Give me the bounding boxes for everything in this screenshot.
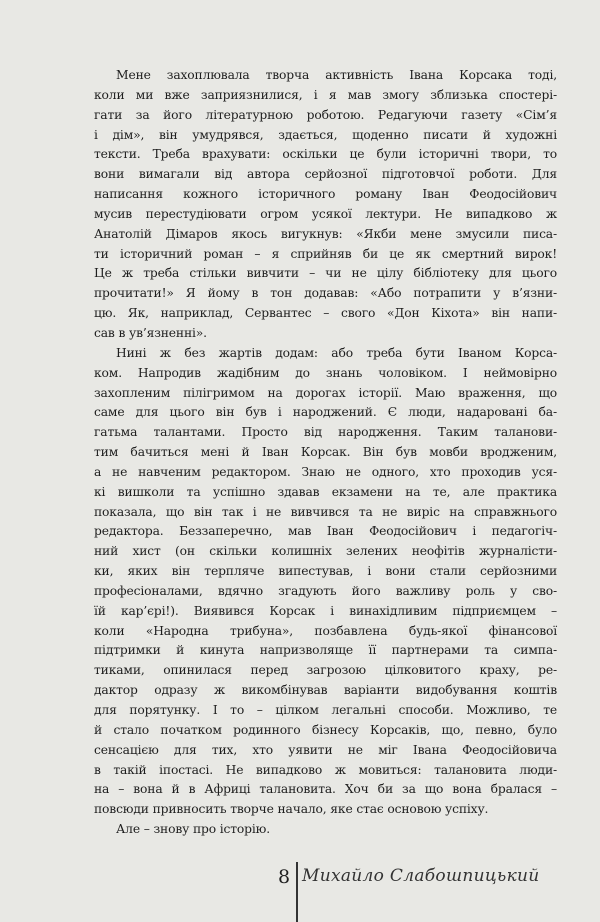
text-line: повсюди привносить творче начало, яке стає основою успіху.: [94, 802, 489, 817]
text-line: прочитати!» Я йому в тон додавав: «Або потрапити у в’язни-: [94, 286, 557, 301]
text-line: написання кожного історичного роману Іван Феодосійович: [94, 187, 557, 202]
text-line: для порятунку. І то – цілком легальні способи. Можливо, те: [94, 703, 557, 717]
text-line: ки, яких він терпляче випестував, і вони стали серйозними: [94, 564, 557, 579]
text-line: їй кар’єрі!). Виявився Корсак і винахідливим підприємцем –: [94, 603, 557, 618]
text-line: Мене захоплювала творча активність Івана Корсака тоді,: [116, 68, 557, 82]
text-line: Анатолій Дімаров якось вигукнув: «Якби мене змусили писа-: [94, 226, 557, 241]
footer-divider: [296, 862, 298, 922]
text-line: тиками, опинилася перед загрозою цілковитого краху, ре-: [94, 663, 557, 678]
text-line: показала, що він так і не вивчився та не виріс на справжнього: [94, 504, 557, 519]
author-signature: Михайло Слабошпицький: [302, 866, 540, 886]
text-line: редактора. Беззаперечно, мав Іван Феодосійович і педагогіч-: [94, 524, 557, 539]
text-line: захопленим пілігримом на дорогах історії. Маю враження, що: [94, 385, 557, 400]
text-line: гати за його літературною роботою. Редагуючи газету «Сім’я: [94, 107, 557, 122]
text-line: вони вимагали від автора серйозної підготовчої роботи. Для: [94, 167, 557, 182]
text-line: мусив перестудіювати огром усякої лектури. Не випадково ж: [94, 206, 557, 221]
text-line: підтримки й кинута напризволяще її партнерами та симпа-: [94, 643, 557, 658]
text-line: Але – знову про історію.: [116, 822, 270, 837]
text-line: ний хист (он скільки колишніх зелених неофітів журналісти-: [94, 544, 557, 559]
text-line: й стало початком родинного бізнесу Корсаків, що, певно, було: [94, 722, 557, 737]
text-line: професіоналами, вдячно згадують його важливу роль у сво-: [94, 583, 557, 598]
text-line: Це ж треба стільки вивчити – чи не цілу бібліотеку для цього: [94, 266, 557, 281]
page-number: 8: [278, 866, 291, 888]
text-line: на – вона й в Африці талановита. Хоч би за що вона бралася –: [94, 782, 557, 797]
text-line: цю. Як, наприклад, Сервантес – свого «Дон Кіхота» він напи-: [94, 306, 557, 321]
text-line: тим бачиться мені й Іван Корсак. Він був мовби вродженим,: [94, 445, 557, 460]
text-line: ком. Напродив жадібним до знань чоловіком. І неймовірно: [94, 365, 557, 380]
text-line: гатьма талантами. Просто від народження. Таким таланови-: [94, 425, 557, 440]
text-line: а не навченим редактором. Знаю не одного, хто проходив уся-: [94, 464, 557, 479]
text-line: ти історичний роман – я сприйняв би це як смертний вирок!: [94, 246, 557, 261]
text-line: в такій іпостасі. Не випадково ж мовиться: талановита люди-: [94, 762, 557, 777]
text-line: сенсацією для тих, хто уявити не міг Івана Феодосійовича: [94, 742, 557, 757]
text-line: коли «Народна трибуна», позбавлена будь-якої фінансової: [94, 623, 557, 638]
text-line: коли ми вже заприязнилися, і я мав змогу зблизька спостері-: [94, 87, 557, 102]
text-line: Нині ж без жартів додам: або треба бути Іваном Корса-: [116, 345, 557, 360]
text-line: і дім», він умудрявся, здається, щоденно писати й художні: [94, 127, 557, 142]
body-text: [94, 66, 557, 840]
text-line: дактор одразу ж викомбінував варіанти видобування коштів: [94, 683, 557, 698]
text-line: тексти. Треба врахувати: оскільки це були історичні твори, то: [94, 147, 557, 162]
text-line: сав в ув’язненні».: [94, 325, 207, 340]
text-line: кі вишколи та успішно здавав екзамени на те, але практика: [94, 484, 557, 499]
text-line: саме для цього він був і народжений. Є люди, надаровані ба-: [94, 405, 557, 420]
